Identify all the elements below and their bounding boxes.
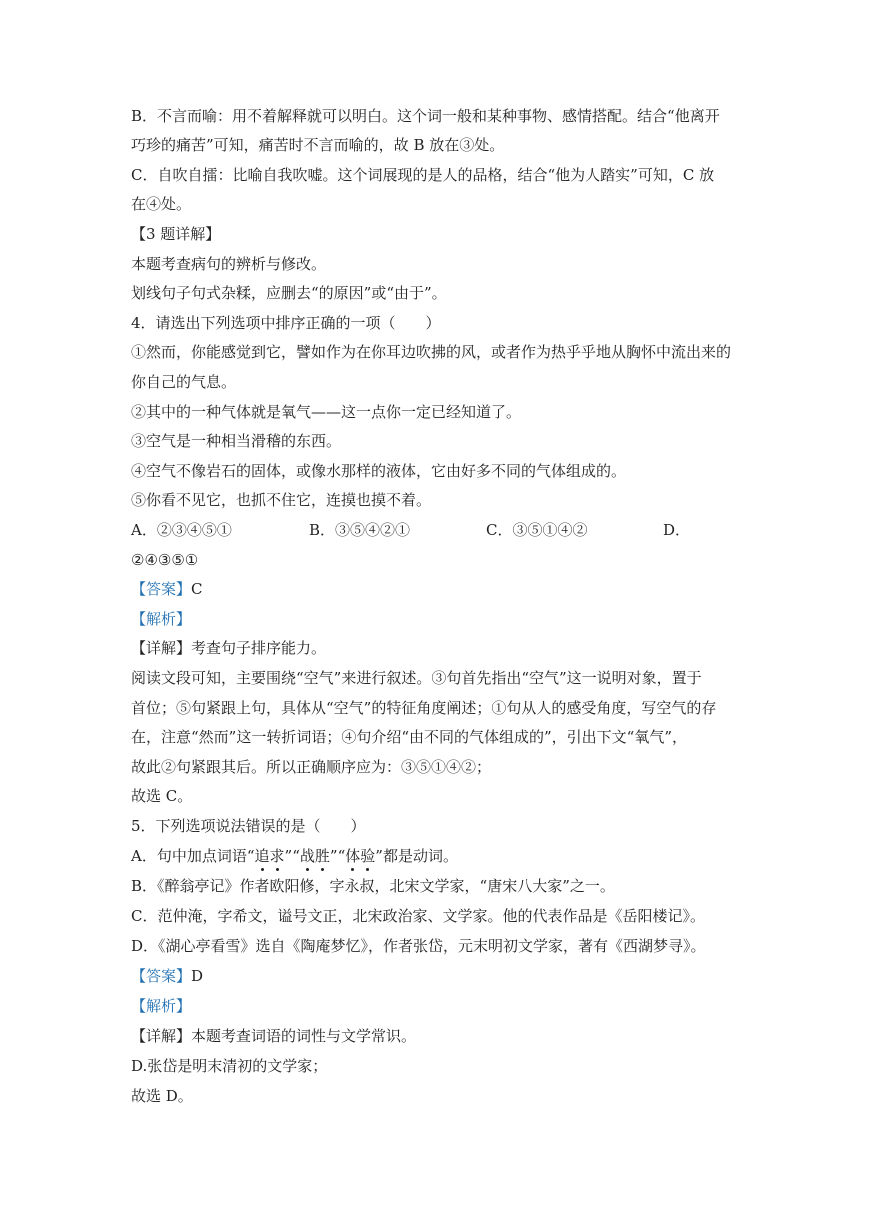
q4-explain-line4: 故此②句紧跟其后。所以正确顺序应为：③⑤①④②；: [131, 758, 492, 776]
answer-value: C: [191, 580, 203, 598]
q4-detail: [131, 638, 326, 658]
answer-label: 【答案】: [131, 580, 192, 598]
q4-sentence1b: 你自己的气息。: [131, 373, 237, 391]
q4-option-d-value: ②④③⑤①: [131, 551, 199, 569]
q4-sentence4: ④空气不像岩石的固体，或像水那样的液体，它由好多不同的气体组成的。: [131, 462, 627, 480]
q4-sentence1a: ①然而，你能感觉到它，譬如作为在你耳边吹拂的风，或者作为热乎乎地从胸怀中流出来的: [131, 343, 732, 361]
detail-text: 本题考查词语的词性与文学常识。: [191, 1027, 417, 1045]
q4-option-a: A．②③④⑤①: [131, 521, 232, 539]
quote-sep: ”“: [329, 847, 346, 865]
q3-line2: 划线句子句式杂糅，应删去“的原因”或“由于”。: [131, 284, 447, 302]
q5-answer: [131, 966, 203, 986]
q5-stem: 5．下列选项说法错误的是（ ）: [131, 817, 366, 835]
dotted-char: 追: [254, 847, 270, 865]
quote-sep: ”“: [284, 847, 300, 865]
q5-option-b: B．《醉翁亭记》作者欧阳修，字永叔，北宋文学家，“唐宋八大家”之一。: [131, 877, 615, 895]
q4-explain-line2: 首位；⑤句紧跟上句，具体从“空气”的特征角度阐述；①句从人的感受角度，写空气的存: [131, 699, 717, 717]
detail-text: 考查句子排序能力。: [191, 639, 327, 657]
q4-explain-line3: 在，注意“然而”这一转折词语；④句介绍“由不同的气体组成的”，引出下文“氧气”，: [131, 728, 688, 746]
dotted-char: 体: [345, 847, 361, 865]
dotted-char: 胜: [314, 847, 330, 865]
q4-answer: [131, 579, 203, 599]
q2-option-b-line1: B．不言而喻：用不着解释就可以明白。这个词一般和某种事物、感情搭配。结合“他离开: [131, 107, 720, 125]
dotted-char: 验: [360, 847, 376, 865]
q5-option-d: D．《湖心亭看雪》选自《陶庵梦忆》，作者张岱，元末明初文学家，著有《西湖梦寻》。: [131, 937, 706, 955]
q4-option-c: C．③⑤①④②: [486, 521, 588, 539]
detail-label: 【详解】: [131, 1027, 192, 1045]
q4-stem: 4．请选出下列选项中排序正确的一项（ ）: [131, 314, 441, 332]
dotted-char: 求: [269, 847, 285, 865]
option-a-suffix: ”都是动词。: [375, 847, 458, 865]
detail-label: 【详解】: [131, 639, 192, 657]
q2-option-c-line2: 在④处。: [131, 195, 192, 213]
q3-header: 【3 题详解】: [131, 225, 221, 243]
q5-explain-line1: D.张岱是明末清初的文学家；: [131, 1057, 328, 1075]
answer-value: D: [191, 967, 204, 985]
q2-option-b-line2: 巧珍的痛苦”可知，痛苦时不言而喻的，故 B 放在③处。: [131, 136, 505, 154]
q5-detail: [131, 1026, 416, 1046]
q5-option-a: [131, 846, 458, 866]
q2-option-c-line1: C．自吹自擂：比喻自我吹嘘。这个词展现的是人的品格，结合“他为人踏实”可知，C 放: [131, 166, 715, 184]
q4-sentence3: ③空气是一种相当滑稽的东西。: [131, 432, 342, 450]
q4-analysis-label: 【解析】: [131, 610, 192, 628]
q5-option-c: C．范仲淹，字希文，谥号文正，北宋政治家、文学家。他的代表作品是《岳阳楼记》。: [131, 907, 705, 925]
q5-conclusion: 故选 D。: [131, 1087, 193, 1105]
answer-label: 【答案】: [131, 967, 192, 985]
q4-sentence5: ⑤你看不见它，也抓不住它，连摸也摸不着。: [131, 491, 432, 509]
dotted-char: 战: [299, 847, 315, 865]
option-a-prefix: A．句中加点词语“: [131, 847, 255, 865]
q4-conclusion: 故选 C。: [131, 787, 193, 805]
q4-sentence2: ②其中的一种气体就是氧气——这一点你一定已经知道了。: [131, 403, 522, 421]
q4-option-d: D．: [663, 521, 691, 539]
q5-analysis-label: 【解析】: [131, 997, 192, 1015]
q4-option-b: B．③⑤④②①: [309, 521, 411, 539]
q4-explain-line1: 阅读文段可知，主要围绕“空气”来进行叙述。③句首先指出“空气”这一说明对象，置于: [131, 669, 702, 687]
q3-line1: 本题考查病句的辨析与修改。: [131, 255, 327, 273]
